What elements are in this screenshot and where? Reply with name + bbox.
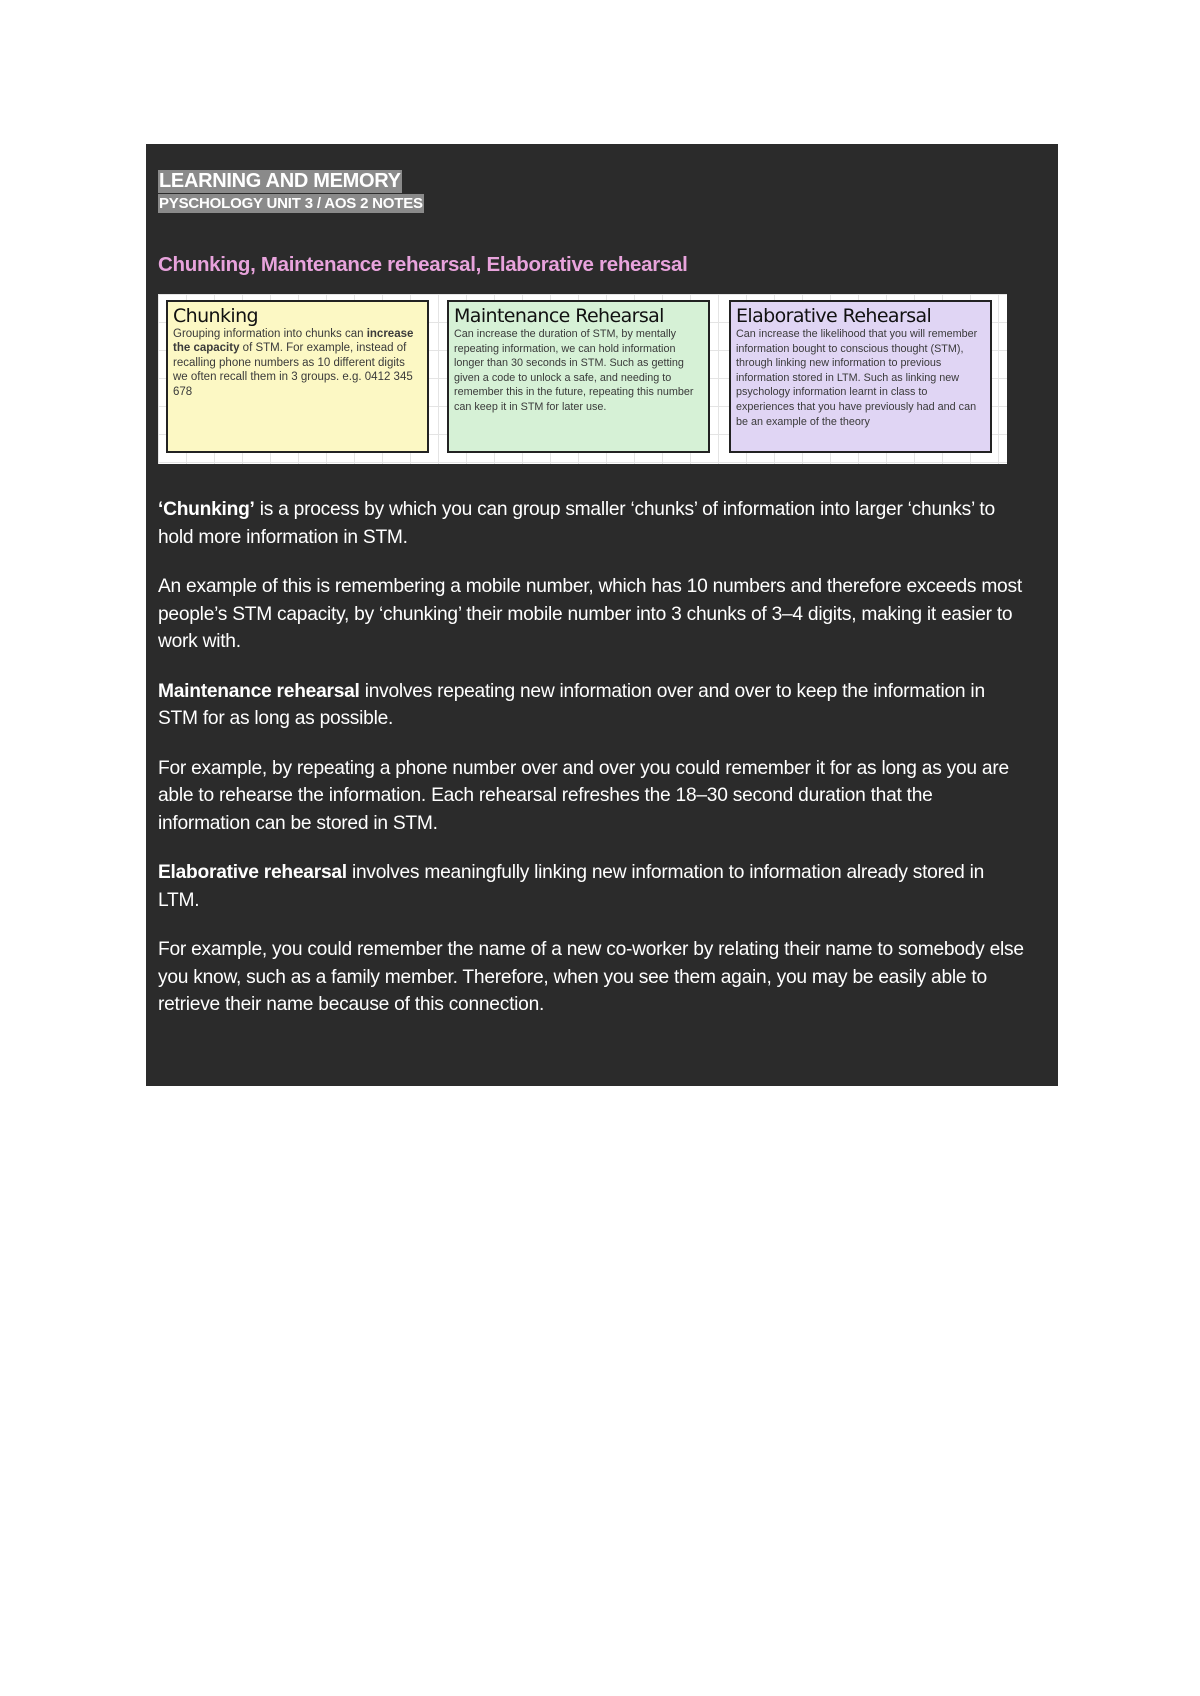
notes-page [146, 144, 1058, 1086]
doc-title: LEARNING AND MEMORY [159, 170, 401, 192]
card-elaborative-rehearsal [729, 300, 992, 453]
paragraph [158, 859, 1028, 914]
card-title: Maintenance Rehearsal [454, 305, 664, 327]
card-text [173, 327, 422, 399]
paragraph-text: is a process by which you can group smaller ‘chunks’ of information into larger ‘chunks’ to hold more information in STM. [158, 499, 995, 548]
paragraph-bold: Elaborative rehearsal [158, 862, 347, 883]
card-title: Chunking [173, 305, 258, 327]
paragraph-text: For example, you could remember the name of a new co-worker by relating their name to somebody else you know, such as a family member. Therefore, when you see them again, you may be easily able to retrieve their name because of this connection. [158, 939, 1024, 1015]
paragraph [158, 573, 1028, 656]
section-heading: Chunking, Maintenance rehearsal, Elaborative rehearsal [158, 253, 688, 276]
card-title: Elaborative Rehearsal [736, 305, 932, 327]
body-text [158, 496, 1028, 1019]
paragraph [158, 496, 1028, 551]
card-text-part: of STM. For example, instead of recalling phone numbers as 10 different digits we often recall them in 3 groups. e.g. 0412 345 678 [173, 342, 413, 398]
paragraph-text: involves meaningfully linking new information to information already stored in LTM. [158, 862, 985, 911]
paragraph-text: For example, by repeating a phone number over and over you could remember it for as long as you are able to rehearse the information. Each rehearsal refreshes the 18–30 second duration that the information can be stored in STM. [158, 757, 1009, 834]
paragraph-text: involves repeating new information over and over to keep the information in STM for as long as possible. [158, 680, 985, 729]
paragraph-bold: Maintenance rehearsal [158, 680, 360, 702]
paragraph [158, 755, 1028, 838]
card-text-bold: increase the capacity [173, 328, 414, 355]
paragraph-bold: ‘Chunking’ [158, 499, 255, 520]
card-text: Can increase the duration of STM, by mentally repeating information, we can hold information longer than 30 seconds in STM. Such as getting given a code to unlock a safe, and needing to remember this in the future, repeating this number can keep it in STM for later use. [454, 328, 694, 413]
doc-subtitle: PYSCHOLOGY UNIT 3 / AOS 2 NOTES [159, 195, 423, 212]
summary-cards-image [158, 294, 1007, 464]
paragraph-text: An example of this is remembering a mobile number, which has 10 numbers and therefore exceeds most people’s STM capacity, by ‘chunking’ their mobile number into 3 chunks of 3–4 digits, making it easier to work with. [158, 576, 1022, 652]
paragraph [158, 678, 1028, 733]
card-chunking [166, 300, 429, 453]
card-text: Can increase the likelihood that you will remember information bought to conscious thought (STM), through linking new information to previous information stored in LTM. Such as linking new psychology information learnt in class to experiences that you have previously had and can be an example of the theory [736, 328, 978, 428]
doc-header [158, 170, 1046, 213]
card-maintenance-rehearsal [447, 300, 710, 453]
card-text-part: Grouping information into chunks can [173, 328, 367, 340]
paragraph [158, 936, 1028, 1019]
